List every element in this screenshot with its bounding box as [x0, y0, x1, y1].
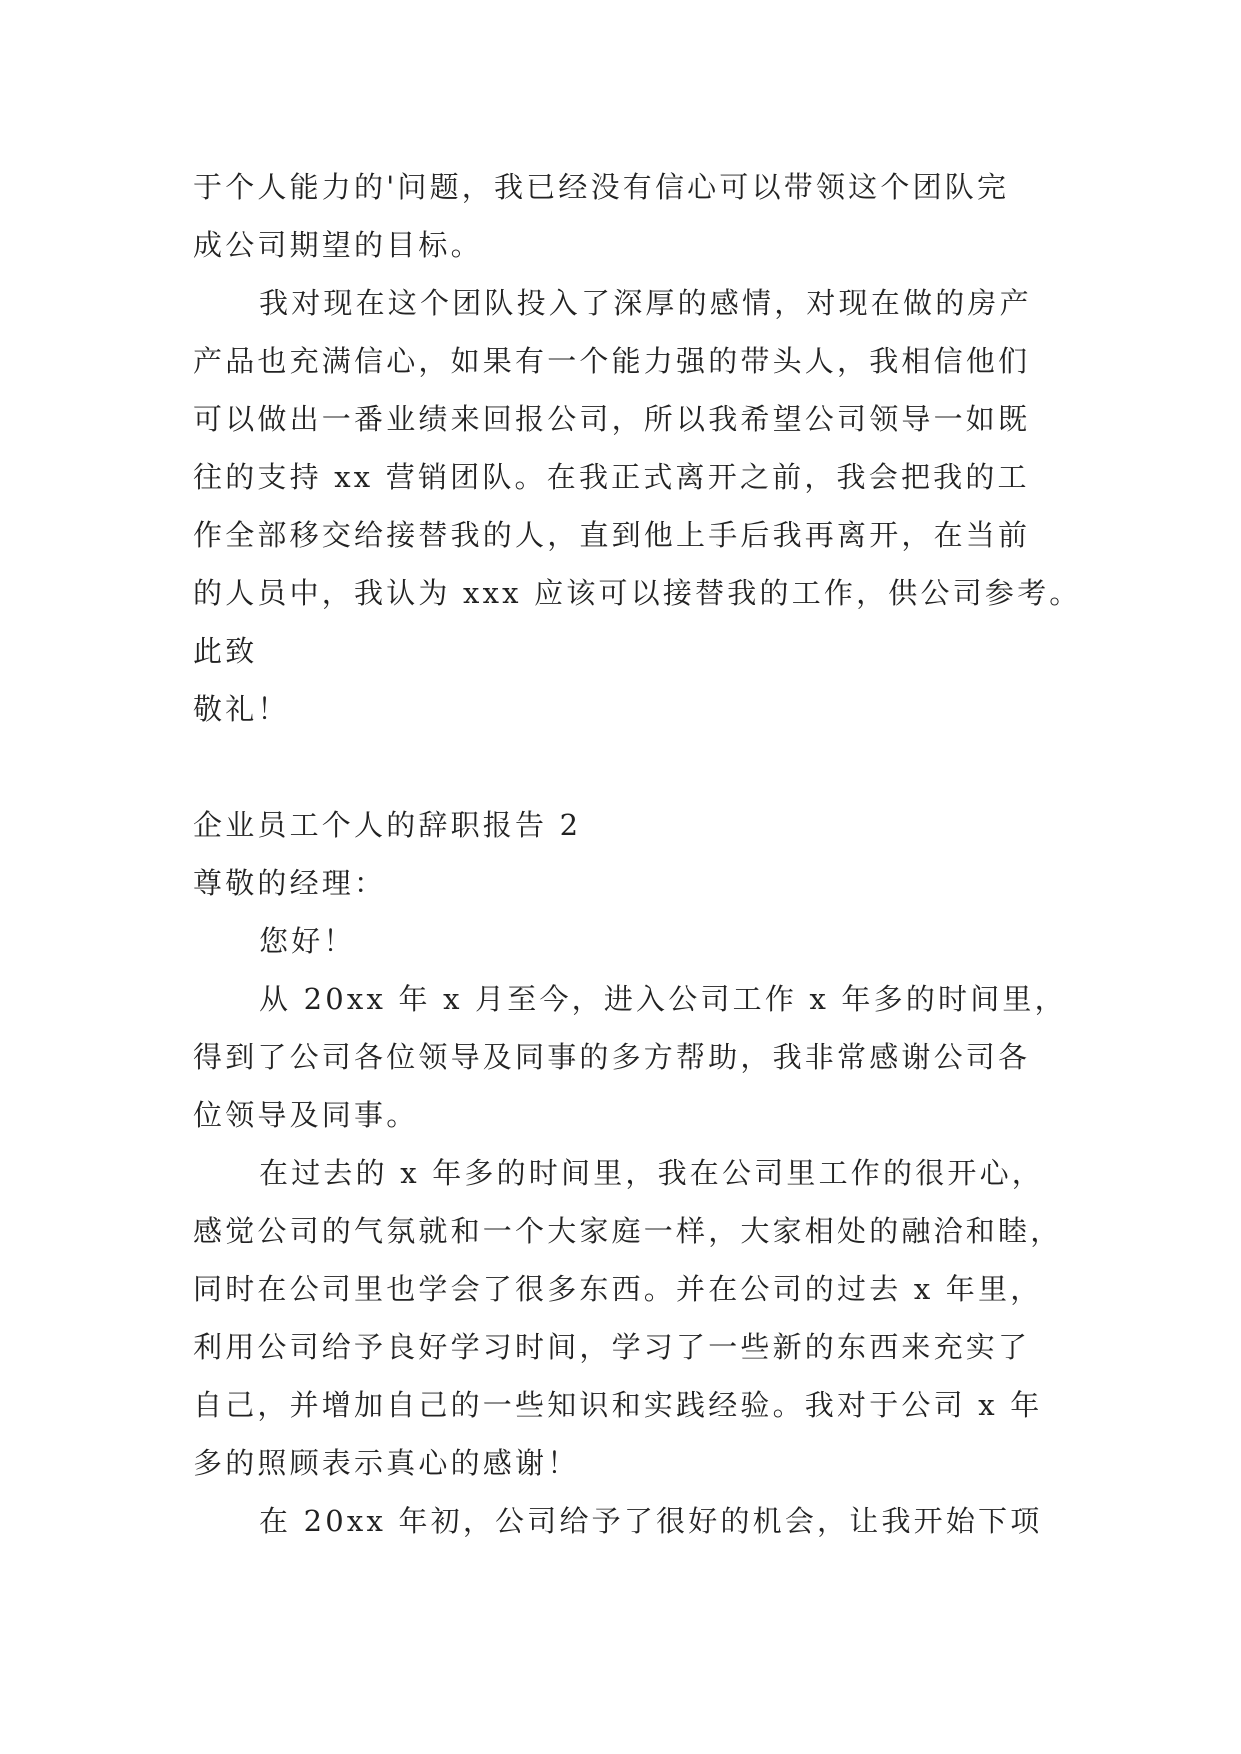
text-line: 的人员中，我认为 xxx 应该可以接替我的工作，供公司参考。 [193, 576, 1082, 610]
text-line: 往的支持 xx 营销团队。在我正式离开之前，我会把我的工 [193, 460, 1030, 494]
text-line: 自己，并增加自己的一些知识和实践经验。我对于公司 x 年 [193, 1388, 1043, 1422]
text-line: 多的照顾表示真心的感谢！ [193, 1446, 580, 1480]
text-line: 产品也充满信心，如果有一个能力强的带头人，我相信他们 [193, 344, 1031, 378]
section-2-paragraph-1 [193, 970, 1067, 1144]
text-line: 位领导及同事。 [193, 1098, 419, 1132]
salutation: 尊敬的经理： [193, 866, 387, 900]
text-line: 同时在公司里也学会了很多东西。并在公司的过去 x 年里， [193, 1272, 1043, 1306]
text-line: 得到了公司各位领导及同事的多方帮助，我非常感谢公司各 [193, 1040, 1031, 1074]
greeting: 您好！ [259, 924, 356, 958]
text-line: 感觉公司的气氛就和一个大家庭一样，大家相处的融洽和睦， [193, 1214, 1063, 1248]
closing-line-1: 此致 [193, 634, 258, 668]
text-line: 可以做出一番业绩来回报公司，所以我希望公司领导一如既 [193, 402, 1031, 436]
text-line: 从 20xx 年 x 月至今，进入公司工作 x 年多的时间里， [259, 982, 1067, 1016]
text-line: 在 20xx 年初，公司给予了很好的机会，让我开始下项 [259, 1504, 1043, 1538]
spacer [193, 738, 1063, 796]
text-line: 于个人能力的'问题，我已经没有信心可以带领这个团队完 [193, 170, 1010, 204]
section-2-paragraph-2 [193, 1144, 1063, 1492]
section-1-paragraph-2 [193, 274, 1082, 622]
text-line: 利用公司给予良好学习时间，学习了一些新的东西来充实了 [193, 1330, 1031, 1364]
text-line: 在过去的 x 年多的时间里，我在公司里工作的很开心， [259, 1156, 1044, 1190]
document-page [193, 158, 1082, 1550]
closing-line-2: 敬礼！ [193, 692, 290, 726]
section-2-title: 企业员工个人的辞职报告 2 [193, 808, 582, 842]
text-line: 我对现在这个团队投入了深厚的感情，对现在做的房产 [259, 286, 1032, 320]
text-line: 成公司期望的目标。 [193, 228, 483, 262]
text-line: 作全部移交给接替我的人，直到他上手后我再离开，在当前 [193, 518, 1031, 552]
section-2-paragraph-3 [193, 1492, 1063, 1550]
section-1-paragraph-1 [193, 158, 1063, 274]
